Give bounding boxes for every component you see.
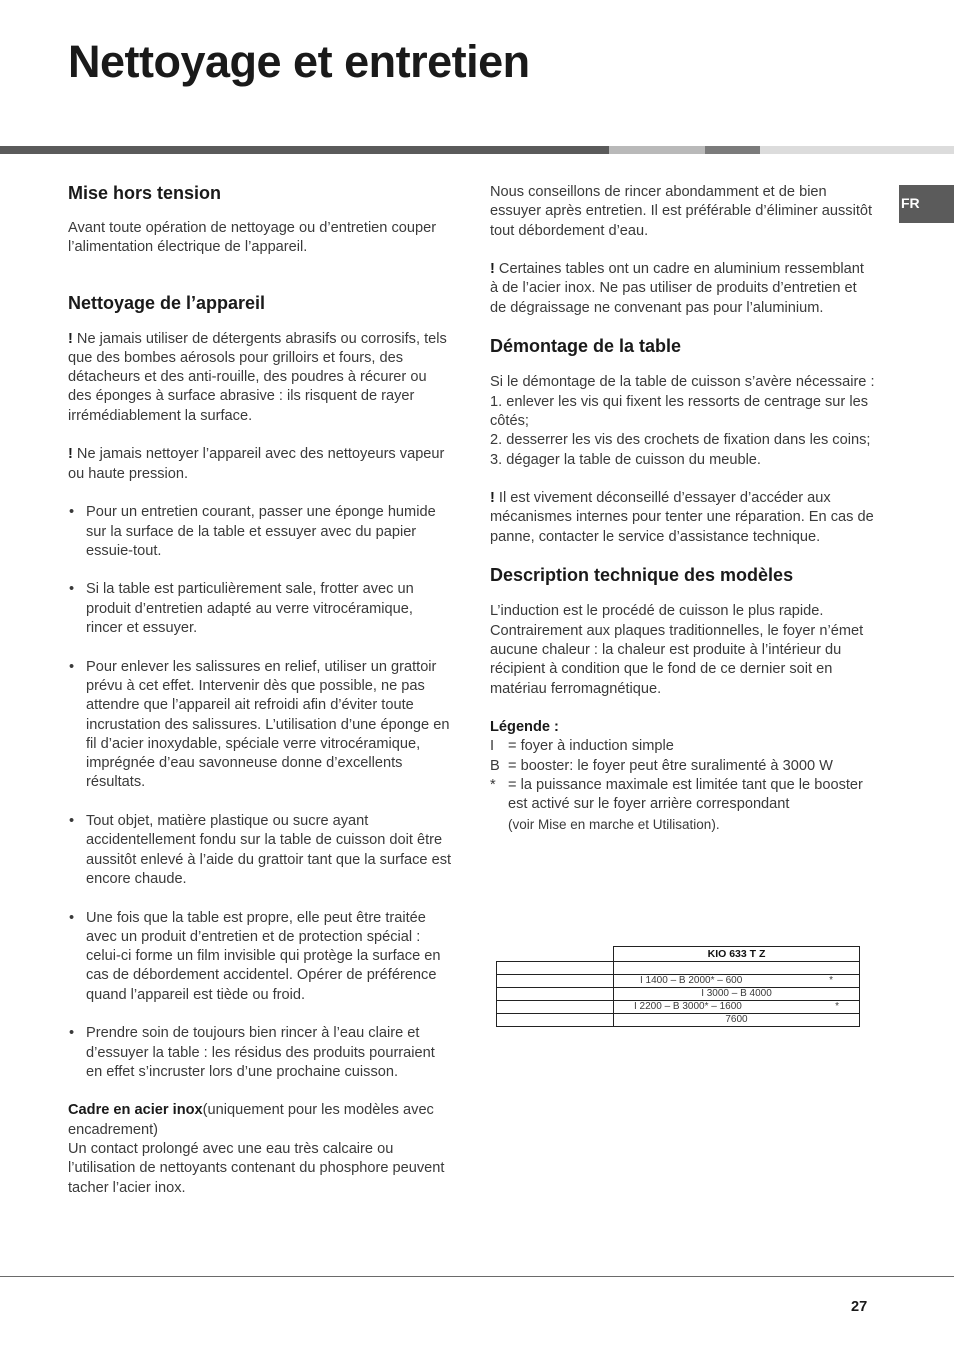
removal-step: 3. dégager la table de cuisson du meuble.: [490, 451, 761, 468]
legend-row: [490, 776, 875, 835]
list-item: • Prendre soin de toujours bien rincer à l’eau claire et d’essuyer la table : les résidus des produits pourraient en effet s’incruster lors d’une prochaine cuisson.: [68, 1024, 453, 1082]
header-stripe-light: [609, 146, 705, 154]
table-mark: *: [835, 1001, 839, 1012]
warning-icon: !: [68, 330, 73, 347]
inox-text: Un contact prolongé avec une eau très calcaire ou l’utilisation de nettoyants contenant du phosphore peuvent tacher l’acier inox.: [68, 1141, 445, 1196]
table-mark: *: [829, 975, 833, 986]
warning-icon: !: [490, 261, 495, 278]
removal-intro: Si le démontage de la table de cuisson s’avère nécessaire :: [490, 374, 875, 391]
warning-abrasive: [68, 330, 453, 426]
table-row: [497, 988, 860, 1001]
table-value: I 2200 – B 3000* – 1600: [634, 1001, 742, 1012]
warning-icon: !: [490, 490, 495, 507]
list-item: • Une fois que la table est propre, elle peut être traitée avec un produit d’entretien et de protection spécial : celui-ci forme un film invisible qui protège la surface en cas de débordement accidentel. Opérer de préférence quand l’appareil est tiède ou froid.: [68, 909, 453, 1005]
induction-text: L’induction est le procédé de cuisson le plus rapide. Contrairement aux plaques traditionnelles, le foyer n’émet aucune chaleur : la chaleur est produite à l’intérieur du récipient à condition que le fond de ce dernier soit en matériau ferromagnétique.: [490, 603, 864, 697]
rinse-text: Nous conseillons de rincer abondamment et de bien essuyer après entretien. Il est préférable d’éliminer aussitôt tout débordement d’eau.: [490, 184, 873, 239]
table-row: [497, 962, 860, 975]
legend-row: [490, 737, 875, 756]
table-cell: [497, 988, 614, 1001]
table-cell: [497, 1014, 614, 1027]
legend-key: *: [490, 777, 496, 794]
legend-value-text: = la puissance maximale est limitée tant que le booster est activé sur le foyer arrière correspondant: [508, 777, 863, 813]
left-column: [68, 180, 453, 1198]
table-cell: [497, 947, 614, 962]
table-header-model: KIO 633 T Z: [614, 947, 860, 962]
header-stripe-pale: [760, 146, 954, 154]
warning-repair-text: Il est vivement déconseillé d’essayer d’accéder aux mécanismes internes pour tenter une réparation. En cas de panne, contacter le service d’assistance technique.: [490, 490, 874, 545]
table-cell: [497, 1001, 614, 1014]
table-cell: [614, 962, 860, 975]
cleaning-tips-list: [68, 503, 453, 1082]
section-title-power: Mise hors tension: [68, 183, 222, 203]
list-item: • Pour un entretien courant, passer une éponge humide sur la surface de la table et essuyer avec du papier essuie-tout.: [68, 503, 453, 561]
legend-value: = foyer à induction simple: [508, 738, 674, 755]
inox-note: (uniquement pour les modèles avec encadrement): [68, 1102, 434, 1138]
language-tab: FR: [899, 185, 954, 223]
power-text: Avant toute opération de nettoyage ou d’entretien couper l’alimentation électrique de l’appareil.: [68, 220, 437, 256]
warning-steam-text: Ne jamais nettoyer l’appareil avec des nettoyeurs vapeur ou haute pression.: [68, 446, 445, 482]
table-cell: [497, 962, 614, 975]
list-item: • Pour enlever les salissures en relief, utiliser un grattoir prévu à cet effet. Intervenir dès que possible, ne pas attendre que l’appareil ait refroidi afin d’éviter toute incrustation des salissures. L’utilisation d’une éponge en fil d’acier inoxydable, spéciale verre vitrocéramique, imprégnée d’eau savonneuse donne d’excellents résultats.: [68, 658, 453, 793]
warning-steam: [68, 445, 453, 484]
legend-value: = booster: le foyer peut être suralimenté à 3000 W: [508, 757, 833, 774]
inox-paragraph: [68, 1101, 453, 1140]
header-stripe-dark: [0, 146, 609, 154]
section-title-technical: Description technique des modèles: [490, 565, 794, 586]
removal-step: 2. desserrer les vis des crochets de fixation dans les coins;: [490, 432, 871, 449]
inox-title: Cadre en acier inox: [68, 1102, 203, 1119]
section-title-cleaning: Nettoyage de l’appareil: [68, 292, 266, 313]
right-column: [490, 180, 875, 835]
legend-row: [490, 757, 875, 776]
table-cell: [497, 975, 614, 988]
list-item: • Si la table est particulièrement sale, frotter avec un produit d’entretien adapté au verre vitrocéramique, rincer et essuyer.: [68, 580, 453, 638]
table-row: [497, 1001, 860, 1014]
footer-divider: [0, 1276, 954, 1277]
table-row: [497, 975, 860, 988]
warning-aluminium-text: Certaines tables ont un cadre en aluminium ressemblant à de l’acier inox. Ne pas utiliser de produits d’entretien et de dégraissage ne convenant pas pour l’aluminium.: [490, 261, 864, 316]
legend-value: [508, 776, 875, 835]
removal-step: 1. enlever les vis qui fixent les ressorts de centrage sur les côtés;: [490, 393, 868, 429]
page-number: 27: [851, 1299, 868, 1315]
list-item: • Tout objet, matière plastique ou sucre ayant accidentellement fondu sur la table de cuisson doit être aussitôt enlevé à l’aide du grattoir tant que la surface est encore chaude.: [68, 812, 453, 889]
header-stripe-mid: [705, 146, 760, 154]
warning-aluminium: [490, 260, 875, 318]
table-cell: 7600: [614, 1014, 860, 1027]
specs-table: [496, 946, 860, 1027]
warning-icon: !: [68, 446, 73, 463]
table-cell: [614, 975, 860, 988]
section-title-removal: Démontage de la table: [490, 336, 682, 357]
warning-repair: [490, 489, 875, 547]
table-value: I 1400 – B 2000* – 600: [640, 975, 743, 986]
legend-key: I: [490, 738, 495, 755]
warning-abrasive-text: Ne jamais utiliser de détergents abrasifs ou corrosifs, tels que des bombes aérosols pour grilloirs et fours, des détacheurs et des anti-rouille, des poudres à récurer ou des éponges à surface abrasive : ils risquent de rayer irrémédiablement la surface.: [68, 330, 447, 424]
table-cell: I 3000 – B 4000: [614, 988, 860, 1001]
legend-title: Légende :: [490, 719, 559, 736]
legend-key: B: [490, 757, 500, 774]
table-header-row: [497, 947, 860, 962]
page-title: Nettoyage et entretien: [68, 36, 530, 87]
table-cell: [614, 1001, 860, 1014]
table-row: [497, 1014, 860, 1027]
legend-note: (voir Mise en marche et Utilisation).: [508, 816, 720, 832]
